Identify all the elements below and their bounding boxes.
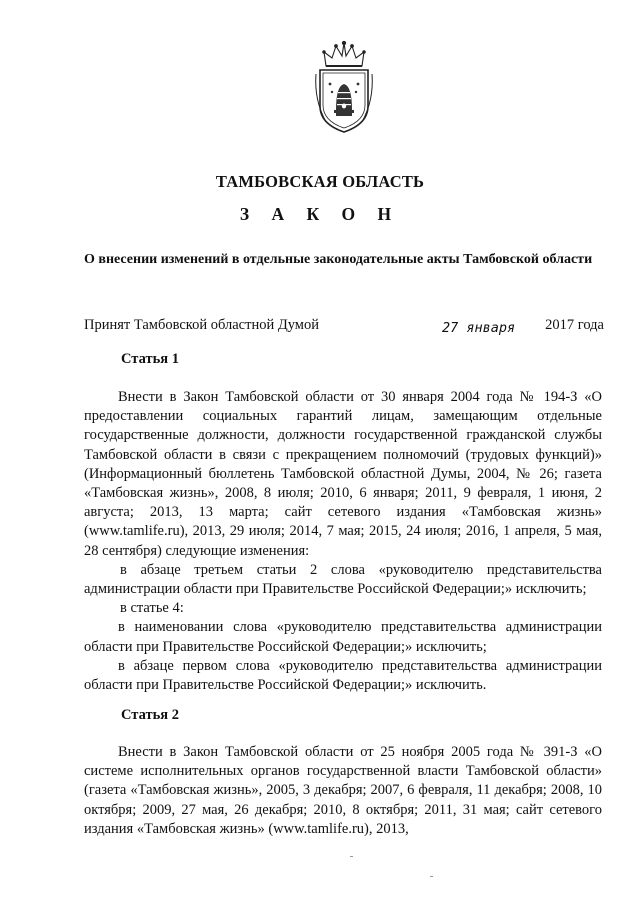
adoption-date: 27 января — [442, 320, 516, 336]
article-1-paragraph: в абзаце первом слова «руководителю представительства администрации области при Правительстве Российской Федерации;» исключить. — [84, 657, 602, 694]
region-title: ТАМБОВСКАЯ ОБЛАСТЬ — [215, 172, 425, 191]
coat-of-arms-emblem — [312, 40, 376, 134]
article-1-paragraph: Внести в Закон Тамбовской области от 30 января 2004 года № 194-З «О предоставлении социальных гарантий лицам, замещающим отдельные государственные должности, должности государственной гражданской службы Тамбовской области в связи с прекращением полномочий (трудовых функций)» (Информационный бюллетень Тамбовской областной Думы, 2004, № 26; газета «Тамбовская жизнь», 2008, 8 июля; 2010, 6 января; 2011, 9 февраля, 1 июня, 2 августа; 2013, 13 марта; сайт сетевого издания «Тамбовская жизнь» (www.tamlife.ru), 2013, 29 июля; 2014, 7 мая; 2015, 24 июля; 2016, 1 апреля, 5 мая, 28 сентября) следующие изменения: — [84, 389, 602, 559]
article-2-paragraph: Внести в Закон Тамбовской области от 25 ноября 2005 года № 391-З «О системе исполнительных органов государственной власти Тамбовской области» (газета «Тамбовская жизнь», 2005, 3 декабря; 2007, 6 февраля, 11 декабря; 2008, 10 октября; 2009, 27 мая, 26 декабря; 2010, 8 октября; 2011, 31 мая; сайт сетевого издания «Тамбовская жизнь» (www.tamlife.ru), 2013, — [84, 744, 602, 837]
article-2-body — [84, 743, 602, 839]
document-type-title: З А К О Н — [239, 204, 401, 224]
scan-speck — [350, 856, 353, 857]
scan-speck — [430, 876, 433, 877]
adoption-line — [84, 317, 604, 337]
article-1-body — [84, 388, 602, 695]
article-1-paragraph: в наименовании слова «руководителю представительства администрации области при Правительстве Российской Федерации;» исключить; — [84, 619, 602, 655]
article-2-heading: Статья 2 — [121, 707, 179, 723]
law-subject: О внесении изменений в отдельные законодательные акты Тамбовской области — [84, 252, 593, 267]
adopted-by: Принят Тамбовской областной Думой — [84, 317, 319, 333]
article-1-paragraph: в абзаце третьем статьи 2 слова «руководителю представительства администрации области при Правительстве Российской Федерации;» исключить; — [84, 561, 602, 598]
article-1-heading: Статья 1 — [121, 351, 179, 367]
adoption-year: 2017 года — [545, 317, 604, 333]
article-1-paragraph: в статье 4: — [120, 600, 184, 617]
